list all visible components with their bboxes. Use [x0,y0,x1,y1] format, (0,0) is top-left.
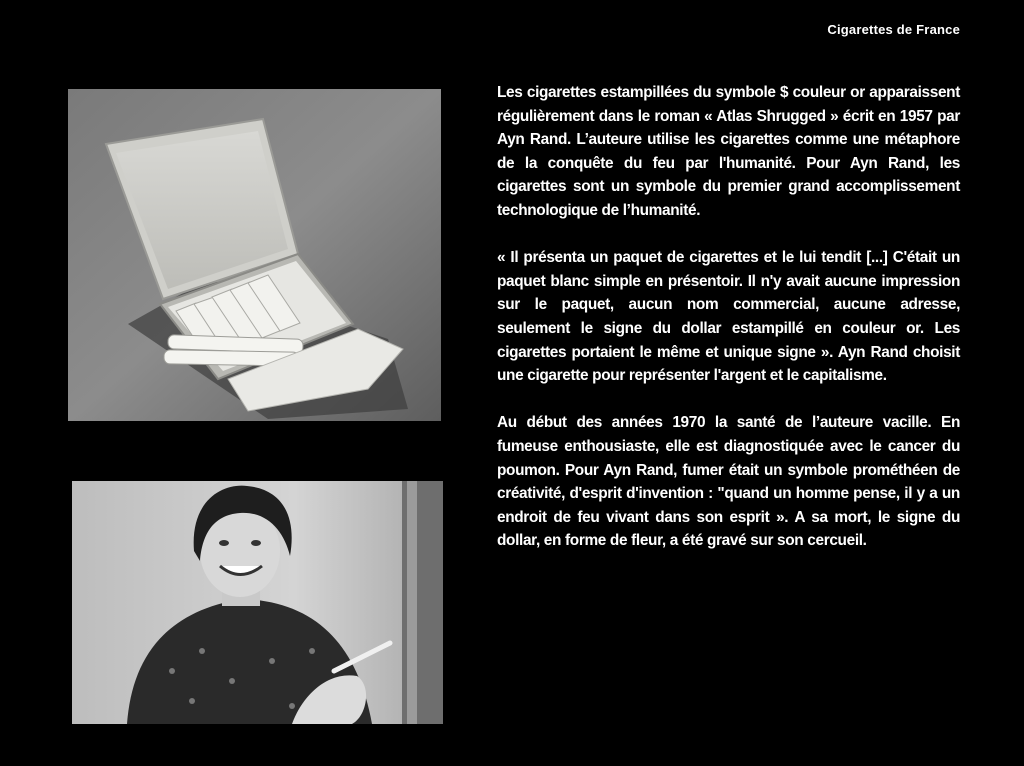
portrait-photo [72,481,443,724]
article-paragraph-2: « Il présenta un paquet de cigarettes et le lui tendit [...] C'était un paquet blanc simple en présentoir. Il n'y avait aucune impression sur le paquet, aucun nom commercial, aucune adresse, seulement le signe du dollar estampillé en couleur or. Les cigarettes portaient le même et unique signe ». Ayn Rand choisit une cigarette pour représenter l'argent et le capitalisme. [497,249,960,385]
cigarette-box-image [68,89,441,421]
cigarette-box-photo [68,89,441,421]
article-body [497,81,960,576]
site-title: Cigarettes de France [827,22,960,37]
article-paragraph-3: Au début des années 1970 la santé de l’auteure vacille. En fumeuse enthousiaste, elle est diagnostiquée avec le cancer du poumon. Pour Ayn Rand, fumer était un symbole prométhéen de créativité, d'esprit d'invention : "quand un homme pense, il y a un endroit de feu vivant dans son esprit ». A sa mort, le signe du dollar, en forme de fleur, a été gravé sur son cercueil. [497,414,960,550]
portrait-image [72,481,443,724]
article-paragraph-1: Les cigarettes estampillées du symbole $ couleur or apparaissent régulièrement dans le roman « Atlas Shrugged » écrit en 1957 par Ayn Rand. L’auteure utilise les cigarettes comme une métaphore de la conquête du feu par l'humanité. Pour Ayn Rand, les cigarettes sont un symbole du premier grand accomplissement technologique de l’humanité. [497,84,960,219]
